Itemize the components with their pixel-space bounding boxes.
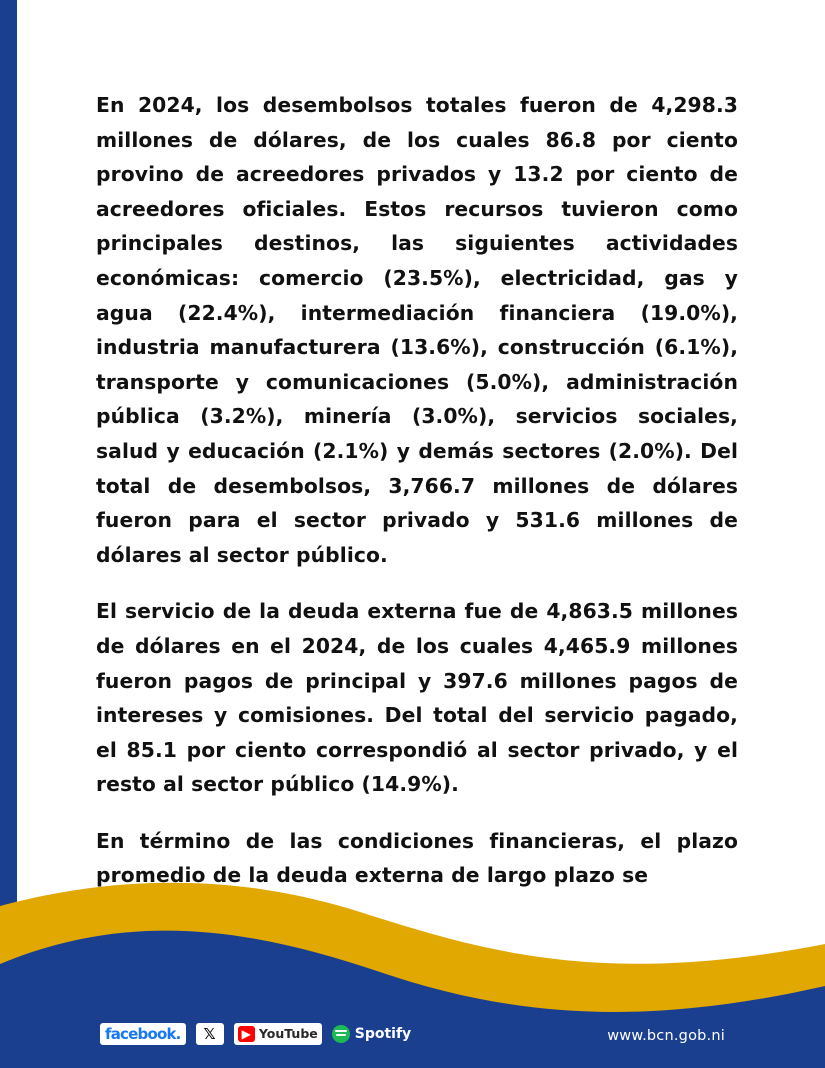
website-url[interactable]: www.bcn.gob.ni: [607, 1028, 725, 1044]
paragraph-3: En término de las condiciones financieras, el plazo promedio de la deuda externa de largo plazo se: [96, 828, 738, 888]
paragraph-1: En 2024, los desembolsos totales fueron de 4,298.3 millones de dólares, de los cuales 86.8 por ciento provino de acreedores privados y 13.2 por ciento de acreedores oficiales. Estos recursos tuvieron como principales destinos, las siguientes actividades económicas: comercio (23.5%), electricidad, gas y agua (22.4%), intermediación financiera (19.0%), industria manufacturera (13.6%), construcción (6.1%), transporte y comunicaciones (5.0%), administración pública (3.2%), minería (3.0%), servicios sociales, salud y educación (2.1%) y demás sectores (2.0%). Del total de desembolsos, 3,766.7 millones de dólares fueron para el sector privado y 531.6 millones de dólares al sector público.: [96, 93, 738, 567]
document-body: [96, 88, 738, 893]
spotify-icon[interactable]: [332, 1025, 411, 1043]
spotify-label: Spotify: [354, 1026, 412, 1042]
paragraph-2: El servicio de la deuda externa fue de 4,863.5 millones de dólares en el 2024, de los cuales 4,465.9 millones fueron pagos de principal y 397.6 millones pagos de intereses y comisiones. Del total del servicio pagado, el 85.1 por ciento correspondió al sector privado, y el resto al sector público (14.9%).: [96, 599, 738, 797]
youtube-play-icon: ▶: [238, 1026, 255, 1042]
social-links-bar: [100, 1022, 411, 1046]
youtube-icon[interactable]: [234, 1023, 322, 1045]
facebook-icon[interactable]: facebook.: [100, 1023, 186, 1045]
x-twitter-icon[interactable]: 𝕏: [196, 1023, 224, 1045]
youtube-label: YouTube: [258, 1025, 318, 1041]
spotify-glyph-icon: [332, 1025, 350, 1043]
